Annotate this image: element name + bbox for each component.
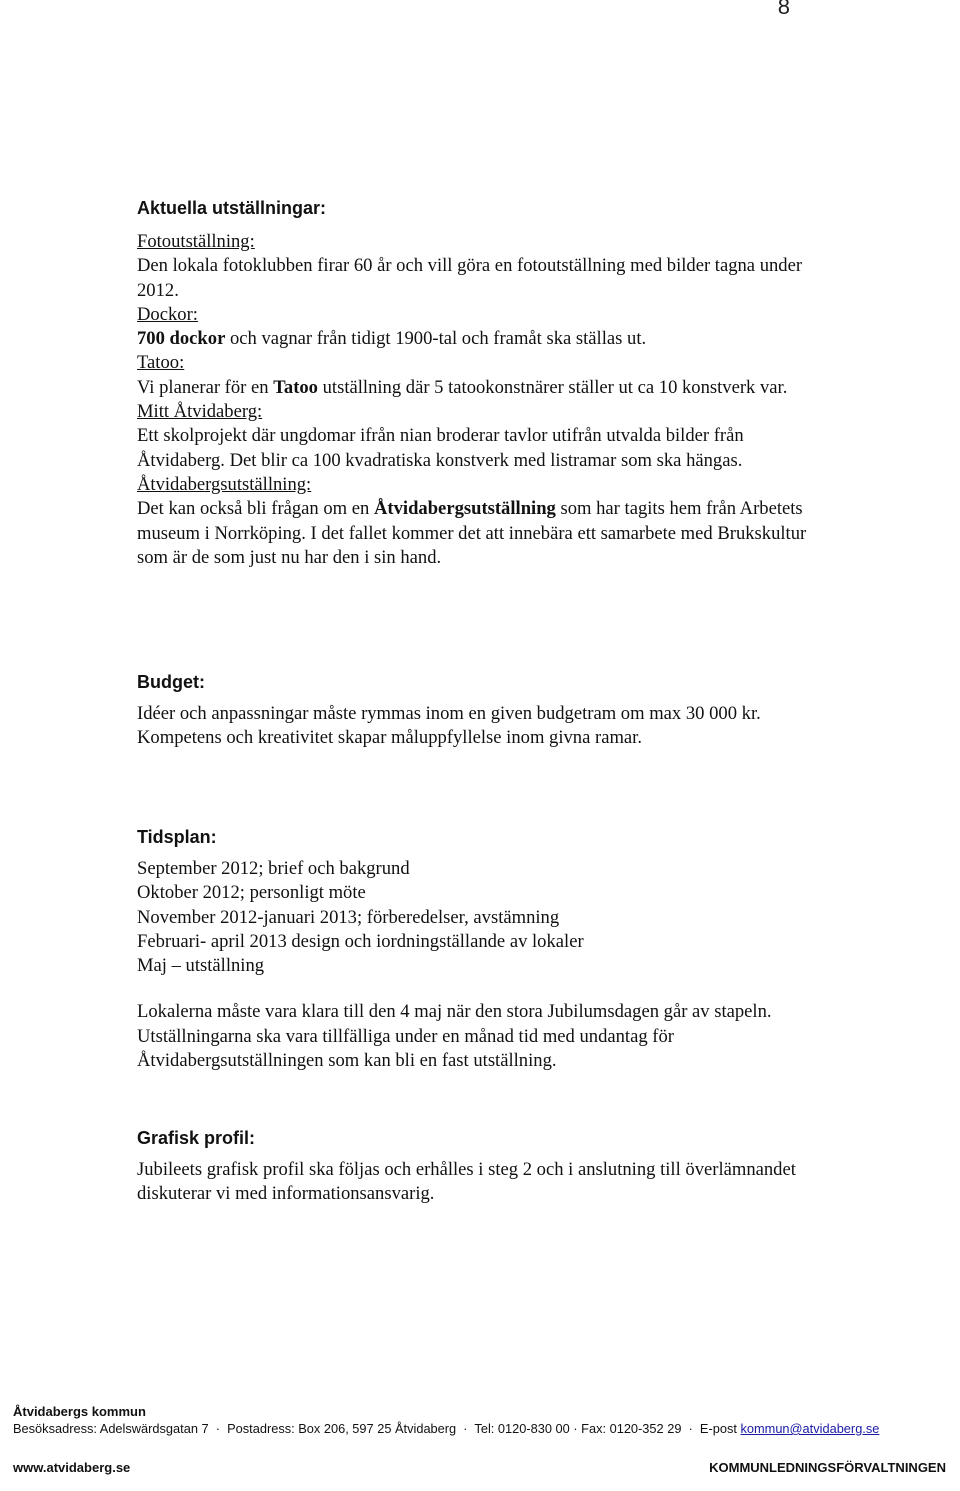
tatoo-paragraph <box>137 376 827 400</box>
footer-address: Besöksadress: Adelswärdsgatan 7 · Postadress: Box 206, 597 25 Åtvidaberg · Tel: 0120-830 00 · Fax: 0120-352 29 · E-post <box>13 1421 741 1436</box>
photo-title: Fotoutställning: <box>137 231 255 252</box>
exhibitions-section <box>137 196 827 570</box>
photo-text: Den lokala fotoklubben firar 60 år och vill göra en fotoutställning med bilder tagna under 2012. <box>137 255 803 301</box>
atv-pre: Det kan också bli frågan om en <box>137 498 374 520</box>
mitt-text: Ett skolprojekt där ungdomar ifrån nian broderar tavlor utifrån utvalda bilder från Åtvidaberg. Det blir ca 100 kvadratiska konstverk med listramar som ska hängas. <box>137 425 744 471</box>
schedule-item: November 2012-januari 2013; förberedelser, avstämning <box>137 906 560 928</box>
schedule-item: Maj – utställning <box>137 955 265 977</box>
tatoo-post: utställning där 5 tatookonstnärer ställer ut ca 10 konstverk var. <box>317 376 788 398</box>
footer-website[interactable]: www.atvidaberg.se <box>13 1460 131 1475</box>
page-number: 8 <box>777 0 790 19</box>
footer-org: Åtvidabergs kommun <box>13 1404 146 1419</box>
budget-text: Idéer och anpassningar måste rymmas inom en given budgetram om max 30 000 kr. Kompetens och kreativitet skapar måluppfyllelse inom givna ramar. <box>137 703 761 749</box>
tatoo-pre: Vi planerar för en <box>137 376 274 398</box>
atv-title: Åtvidabergsutställning: <box>137 473 312 495</box>
tatoo-bold: Tatoo <box>273 376 318 398</box>
footer-email-link[interactable]: kommun@atvidaberg.se <box>740 1421 880 1436</box>
schedule-item: Februari- april 2013 design och iordningställande av lokaler <box>137 930 584 952</box>
atv-bold: Åtvidabergsutställning <box>374 498 556 520</box>
footer-address-line <box>13 1421 879 1436</box>
dolls-title: Dockor: <box>137 303 198 325</box>
schedule-section <box>137 825 827 1073</box>
dolls-paragraph <box>137 327 827 351</box>
profile-heading: Grafisk profil: <box>137 1128 256 1148</box>
profile-text: Jubileets grafisk profil ska följas och erhålles i steg 2 och i anslutning till överlämnandet diskuterar vi med informationsansvarig. <box>137 1159 796 1205</box>
exhibitions-heading: Aktuella utställningar: <box>137 198 327 218</box>
schedule-item: September 2012; brief och bakgrund <box>137 858 410 879</box>
atv-post: som har tagits hem från Arbetets museum i Norrköping. I det fallet kommer det att innebära ett samarbete med Brukskultur som är de som just nu har den i sin hand. <box>137 498 807 568</box>
footer-department: KOMMUNLEDNINGSFÖRVALTNINGEN <box>709 1460 946 1475</box>
dolls-bold: 700 dockor <box>137 328 226 350</box>
exhibitions-body <box>137 230 827 570</box>
mitt-title: Mitt Åtvidaberg: <box>137 401 263 423</box>
tatoo-title: Tatoo: <box>137 352 185 374</box>
profile-section <box>137 1126 827 1207</box>
budget-section <box>137 670 827 751</box>
schedule-list <box>137 857 827 978</box>
schedule-note: Lokalerna måste vara klara till den 4 maj när den stora Jubilumsdagen går av stapeln. Utställningarna ska vara tillfälliga under en månad tid med undantag för Åtvidabergsutställningen som kan bli en fast utställning. <box>137 1001 772 1072</box>
atv-paragraph <box>137 497 827 570</box>
schedule-heading: Tidsplan: <box>137 827 217 847</box>
dolls-text: och vagnar från tidigt 1900-tal och framåt ska ställas ut. <box>225 328 647 350</box>
schedule-item: Oktober 2012; personligt möte <box>137 882 366 904</box>
budget-heading: Budget: <box>137 672 205 692</box>
